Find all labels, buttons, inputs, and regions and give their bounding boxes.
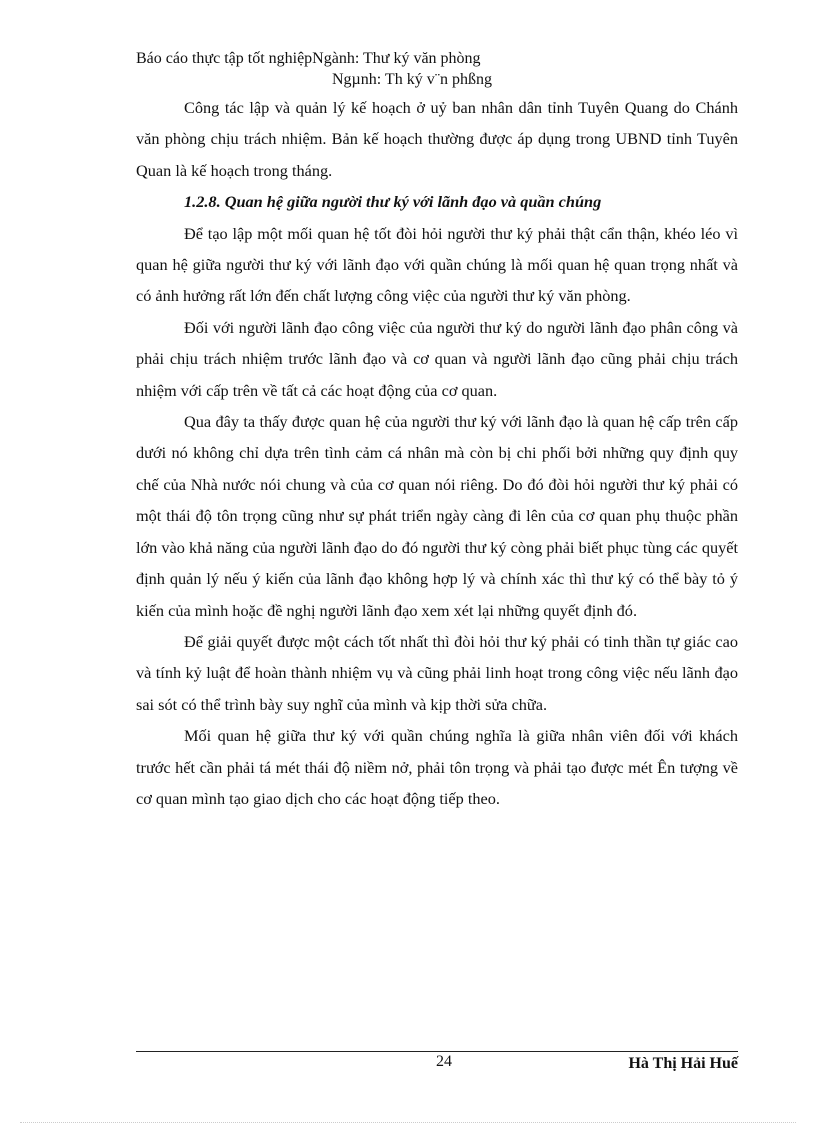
running-header: Báo cáo thực tập tốt nghiệpNgành: Thư ký văn phòng — [136, 50, 481, 67]
paragraph: Mối quan hệ giữa thư ký với quần chúng nghĩa là giữa nhân viên đối với khách trước hết cần phải tá mét thái độ niềm nở, phải tôn trọng và phải tạo được mét Ên tượng về cơ quan mình tạo giao dịch cho các hoạt động tiếp theo. — [136, 726, 738, 808]
paragraph: Công tác lập và quản lý kế hoạch ở uỷ ban nhân dân tỉnh Tuyên Quang do Chánh văn phòng chịu trách nhiệm. Bản kế hoạch thường được áp dụng trong UBND tỉnh Tuyên Quan là kế hoạch trong tháng. — [136, 98, 738, 180]
section-heading: 1.2.8. Quan hệ giữa người thư ký với lãnh đạo và quần chúng — [184, 192, 602, 212]
paragraph: Qua đây ta thấy được quan hệ của người thư ký với lãnh đạo là quan hệ cấp trên cấp dưới nó không chỉ dựa trên tình cảm cá nhân mà còn bị chi phối bởi những quy định quy chế của Nhà nước nói chung và của cơ quan nói riêng. Do đó đòi hỏi người thư ký phải có một thái độ tôn trọng cũng như sự phát triển ngày càng đi lên của cơ quan phụ thuộc phần lớn vào khả năng của người lãnh đạo do đó người thư ký còng phải biết phục tùng các quyết định quản lý nếu ý kiến của lãnh đạo không hợp lý và chính xác thì thư ký có thể bày tỏ ý kiến của mình hoặc đề nghị người lãnh đạo xem xét lại những quyết định đó. — [136, 412, 738, 620]
paragraph: Đối với người lãnh đạo công việc của người thư ký do người lãnh đạo phân công và phải chịu trách nhiệm trước lãnh đạo và cơ quan và người lãnh đạo cũng phải chịu trách nhiệm với cấp trên về tất cả các hoạt động của cơ quan. — [136, 317, 738, 400]
body-text — [136, 92, 738, 814]
page-number: 24 — [436, 1053, 452, 1070]
footer-divider — [136, 1051, 738, 1052]
running-header-duplicate: Ngµnh: Th ký v¨n phßng — [332, 71, 493, 88]
paragraph: Để giải quyết được một cách tốt nhất thì đòi hỏi thư ký phải có tinh thần tự giác cao và tính kỷ luật để hoàn thành nhiệm vụ và cũng phải linh hoạt trong công việc nếu lãnh đạo sai sót có thể trình bày suy nghĩ của mình và kịp thời sửa chữa. — [136, 631, 738, 714]
footer-author: Hà Thị Hải Huế — [628, 1055, 738, 1072]
paragraph: Để tạo lập một mối quan hệ tốt đòi hỏi người thư ký phải thật cẩn thận, khéo léo vì quan hệ giữa người thư ký với lãnh đạo với quần chúng là mối quan hệ quan trọng nhất và có ảnh hưởng rất lớn đến chất lượng công việc của người thư ký văn phòng. — [136, 223, 738, 306]
